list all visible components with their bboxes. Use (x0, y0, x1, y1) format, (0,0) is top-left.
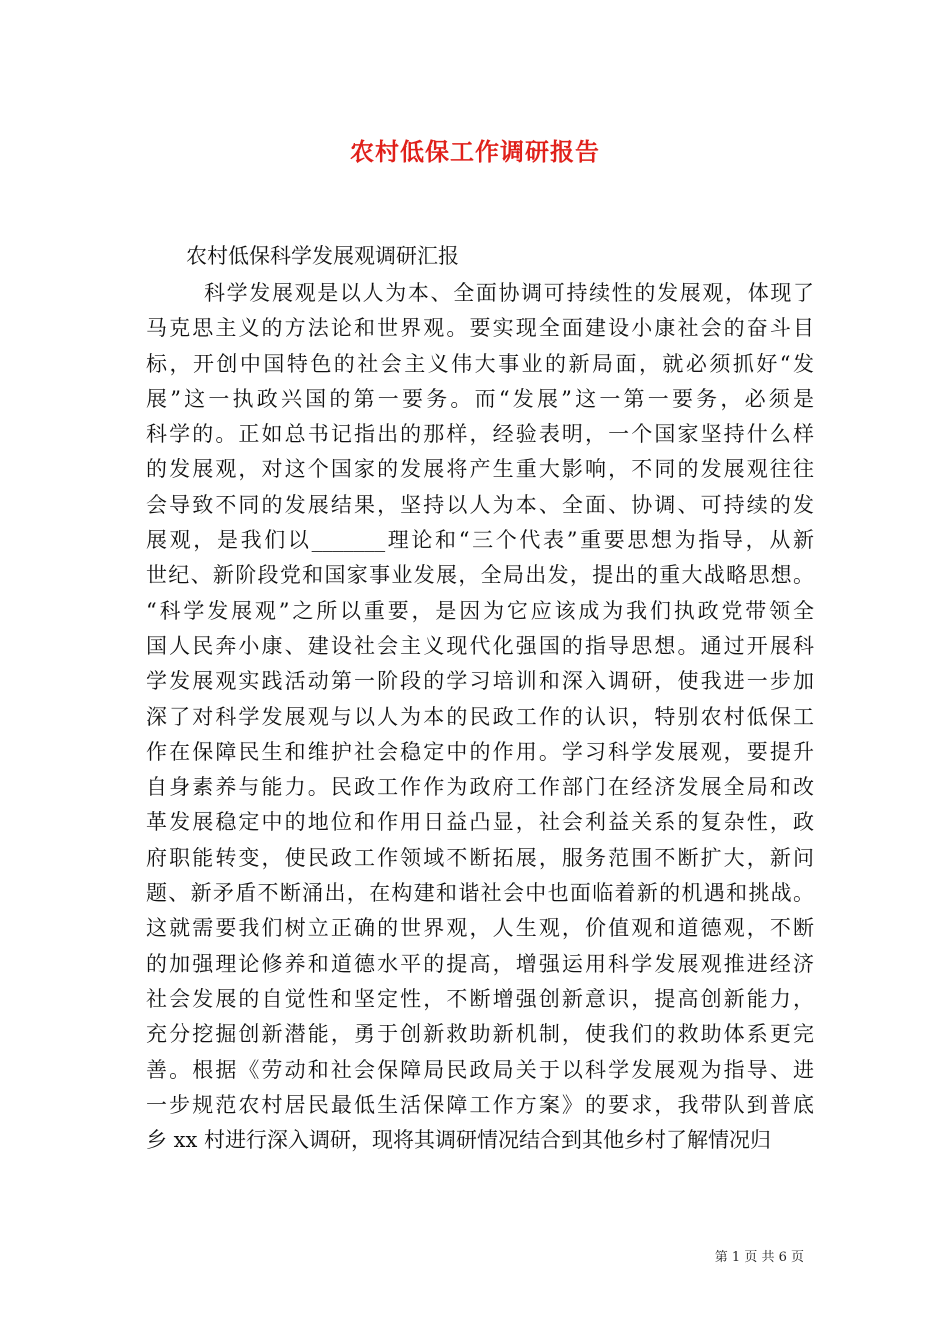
paragraph-line: 展观，是我们以_______理论和“三个代表”重要思想为指导，从新 (146, 528, 814, 553)
paragraph-line: 作在保障民生和维护社会稳定中的作用。学习科学发展观，要提升 (146, 739, 814, 764)
paragraph-line: 乡 xx 村进行深入调研，现将其调研情况结合到其他乡村了解情况归 (146, 1128, 772, 1153)
paragraph-line: 革发展稳定中的地位和作用日益凸显，社会利益关系的复杂性，政 (146, 810, 814, 835)
paragraph-line: 题、新矛盾不断涌出，在构建和谐社会中也面临着新的机遇和挑战。 (146, 881, 814, 906)
body-paragraph (146, 276, 814, 1158)
paragraph-line: 善。根据《劳动和社会保障局民政局关于以科学发展观为指导、进 (146, 1057, 814, 1082)
paragraph-line: 马克思主义的方法论和世界观。要实现全面建设小康社会的奋斗目 (146, 316, 814, 341)
paragraph-line: 深了对科学发展观与以人为本的民政工作的认识，特别农村低保工 (146, 704, 814, 729)
paragraph-line: 科学发展观是以人为本、全面协调可持续性的发展观，体现了 (204, 281, 814, 305)
paragraph-line: 充分挖掘创新潜能，勇于创新救助新机制，使我们的救助体系更完 (146, 1022, 814, 1047)
paragraph-line: 自身素养与能力。民政工作作为政府工作部门在经济发展全局和改 (146, 775, 814, 800)
page-number: 第 1 页 共 6 页 (714, 1250, 804, 1265)
paragraph-line: “科学发展观”之所以重要，是因为它应该成为我们执政党带领全 (146, 598, 814, 623)
paragraph-line: 科学的。正如总书记指出的那样，经验表明，一个国家坚持什么样 (146, 422, 814, 447)
document-title: 农村低保工作调研报告 (350, 137, 600, 166)
paragraph-line: 社会发展的自觉性和坚定性，不断增强创新意识，提高创新能力， (146, 986, 814, 1011)
paragraph-line: 展”这一执政兴国的第一要务。而“发展”这一第一要务，必须是 (146, 386, 814, 411)
document-subtitle: 农村低保科学发展观调研汇报 (186, 244, 459, 268)
paragraph-line: 的发展观，对这个国家的发展将产生重大影响，不同的发展观往往 (146, 457, 814, 482)
paragraph-line: 会导致不同的发展结果，坚持以人为本、全面、协调、可持续的发 (146, 492, 814, 517)
paragraph-line: 标，开创中国特色的社会主义伟大事业的新局面，就必须抓好“发 (146, 351, 814, 376)
paragraph-line: 国人民奔小康、建设社会主义现代化强国的指导思想。通过开展科 (146, 633, 814, 658)
paragraph-line: 府职能转变，使民政工作领域不断拓展，服务范围不断扩大，新问 (146, 845, 814, 870)
paragraph-line: 的加强理论修养和道德水平的提高，增强运用科学发展观推进经济 (146, 951, 814, 976)
paragraph-line: 这就需要我们树立正确的世界观，人生观，价值观和道德观，不断 (146, 916, 814, 941)
paragraph-line: 世纪、新阶段党和国家事业发展，全局出发，提出的重大战略思想。 (146, 563, 814, 588)
paragraph-line: 一步规范农村居民最低生活保障工作方案》的要求，我带队到普底 (146, 1092, 814, 1117)
paragraph-line: 学发展观实践活动第一阶段的学习培训和深入调研，使我进一步加 (146, 669, 814, 694)
